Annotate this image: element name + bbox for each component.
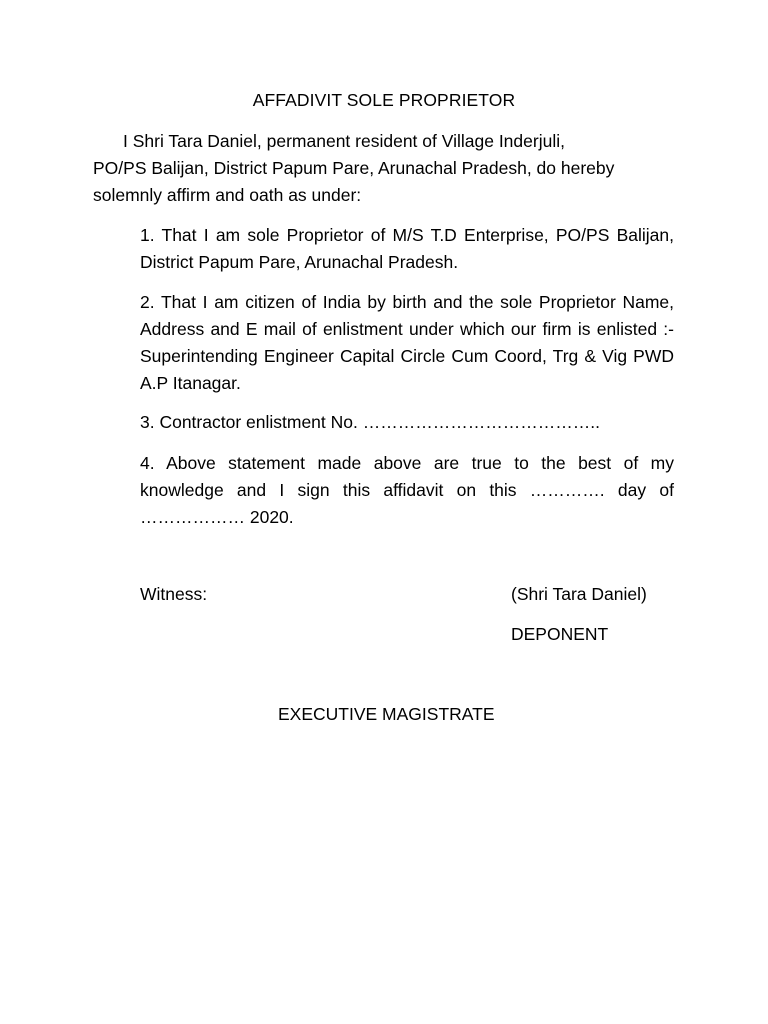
clause-3: 3. Contractor enlistment No. ………………………………….. bbox=[140, 412, 600, 432]
deponent-label: DEPONENT bbox=[511, 624, 609, 644]
clause-2: 2. That I am citizen of India by birth and the sole Proprietor Name, Address and E mail of enlistment under which our firm is enlisted :- Superintending Engineer Capital Circle Cum Coord, Trg & Vig PWD A.P Itanagar. bbox=[140, 292, 674, 393]
clause-1: 1. That I am sole Proprietor of M/S T.D Enterprise, PO/PS Balijan, District Papum Pare, Arunachal Pradesh. bbox=[140, 225, 674, 272]
clause-4: 4. Above statement made above are true to the best of my knowledge and I sign this affidavit on this …………. day of ……………… 2020. bbox=[140, 453, 674, 527]
intro-line-1: I Shri Tara Daniel, permanent resident of Village Inderjuli, bbox=[123, 131, 565, 151]
intro-paragraph bbox=[93, 128, 663, 209]
document-title: AFFADIVIT SOLE PROPRIETOR bbox=[252, 90, 516, 110]
intro-line-3: solemnly affirm and oath as under: bbox=[93, 185, 362, 205]
signer-name: (Shri Tara Daniel) bbox=[511, 584, 647, 604]
intro-line-2: PO/PS Balijan, District Papum Pare, Arunachal Pradesh, do hereby bbox=[93, 158, 615, 178]
magistrate-label: EXECUTIVE MAGISTRATE bbox=[278, 704, 495, 724]
witness-label: Witness: bbox=[140, 584, 208, 604]
